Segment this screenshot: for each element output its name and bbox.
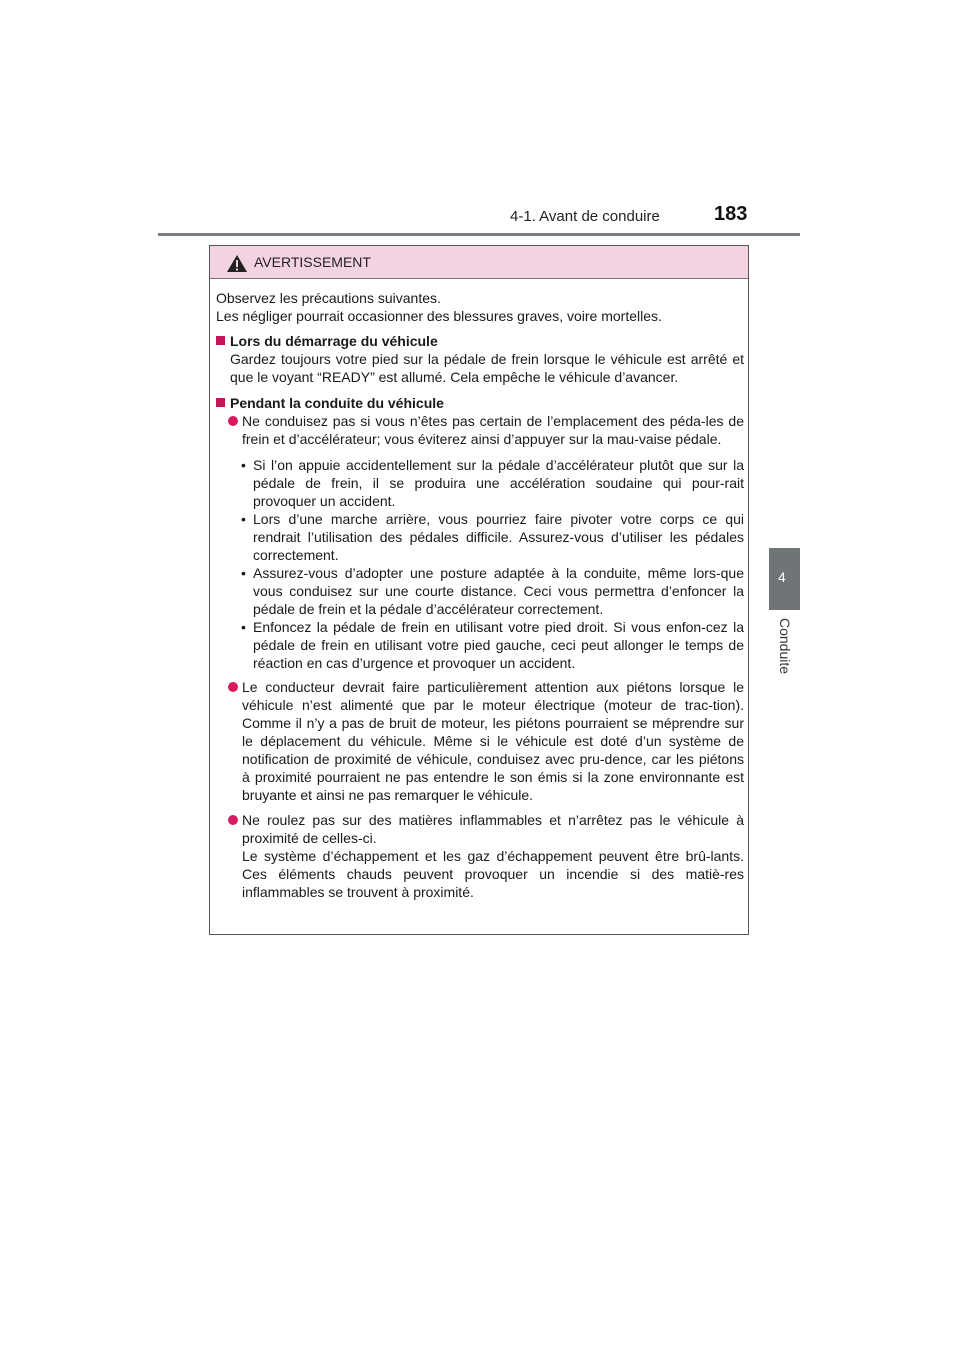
- circle-bullet-icon: [228, 815, 238, 825]
- sub-list-item-text: Assurez-vous d’adopter une posture adaptée à la conduite, même lors-que vous conduisez sur une courte distance. Ceci vous permettra d’enfoncer la pédale de frein et la pédale d’accélérateur correctement.: [253, 565, 744, 617]
- intro-line: Les négliger pourrait occasionner des blessures graves, voire mortelles.: [216, 308, 662, 324]
- sub-list-item: [216, 510, 744, 564]
- section-body: Gardez toujours votre pied sur la pédale de frein lorsque le véhicule est arrêté et que le voyant “READY” est allumé. Cela empêche le véhicule d’avancer.: [230, 351, 744, 385]
- list-item-text: Le système d’échappement et les gaz d’échappement peuvent être brû-lants. Ces éléments chauds peuvent provoquer un incendie si des matiè-res inflammables se trouvent à proximité.: [242, 848, 744, 900]
- warning-content: [216, 289, 744, 908]
- chapter-label: Conduite: [777, 618, 793, 675]
- sub-list-item: [216, 618, 744, 672]
- list-item-text: Ne roulez pas sur des matières inflammables et n’arrêtez pas le véhicule à proximité de celles-ci.: [242, 812, 744, 846]
- section-heading: [216, 332, 744, 350]
- warning-title: AVERTISSEMENT: [254, 254, 371, 270]
- sub-list: [216, 456, 744, 672]
- warning-box: [209, 245, 749, 935]
- list-item-text: Le conducteur devrait faire particulièrement attention aux piétons lorsque le véhicule n’est alimenté que par le moteur électrique (moteur de trac-tion). Comme il n’y a pas de bruit de moteur, les piétons pourraient se méprendre sur le déplacement du véhicule. Même si le véhicule est doté d’un système de notification de proximité de véhicule, conduisez avec pru-dence, car les piétons à proximité pourraient ne pas entendre le son émis si la zone environnante est bruyante et ainsi ne pas remarquer le véhicule.: [242, 679, 744, 803]
- chapter-number: 4: [778, 569, 786, 585]
- warning-triangle-icon: [226, 254, 248, 273]
- list-item: [216, 412, 744, 448]
- sub-list-item-text: Si l’on appuie accidentellement sur la pédale d’accélérateur plutôt que sur la pédale de frein, il se produira une accélération soudaine qui pour-rait provoquer un accident.: [253, 457, 744, 509]
- square-bullet-icon: [216, 398, 225, 407]
- sub-list-item-text: Lors d’une marche arrière, vous pourriez faire pivoter votre corps ce qui rendrait l’utilisation des pédales difficile. Assurez-vous d’utiliser les pédales correctement.: [253, 511, 744, 563]
- dot-marker-icon: •: [241, 619, 246, 635]
- list-item: [216, 678, 744, 804]
- sub-list-item-text: Enfoncez la pédale de frein en utilisant votre pied droit. Si vous enfon-cez la pédale de frein en utilisant votre pied gauche, ceci peut allonger le temps de réaction en cas d’urgence et provoquer un accident.: [253, 619, 744, 671]
- sub-list-item: [216, 564, 744, 618]
- section-heading: [216, 394, 744, 412]
- sub-list-item: [216, 456, 744, 510]
- warning-header: [210, 246, 748, 279]
- square-bullet-icon: [216, 336, 225, 345]
- dot-marker-icon: •: [241, 565, 246, 581]
- header-divider: [158, 233, 800, 236]
- section-title: 4-1. Avant de conduire: [510, 208, 660, 225]
- section-heading-text: Pendant la conduite du véhicule: [230, 395, 444, 411]
- list-item: [216, 811, 744, 901]
- dot-marker-icon: •: [241, 511, 246, 527]
- section-heading-text: Lors du démarrage du véhicule: [230, 333, 438, 349]
- list-item-text: Ne conduisez pas si vous n’êtes pas certain de l’emplacement des péda-les de frein et d’accélérateur; vous éviterez ainsi d’appuyer sur la mau-vaise pédale.: [242, 413, 744, 447]
- intro-text: [216, 289, 744, 325]
- intro-line: Observez les précautions suivantes.: [216, 290, 441, 306]
- page-number: 183: [714, 203, 748, 225]
- dot-marker-icon: •: [241, 457, 246, 473]
- circle-bullet-icon: [228, 416, 238, 426]
- circle-bullet-icon: [228, 682, 238, 692]
